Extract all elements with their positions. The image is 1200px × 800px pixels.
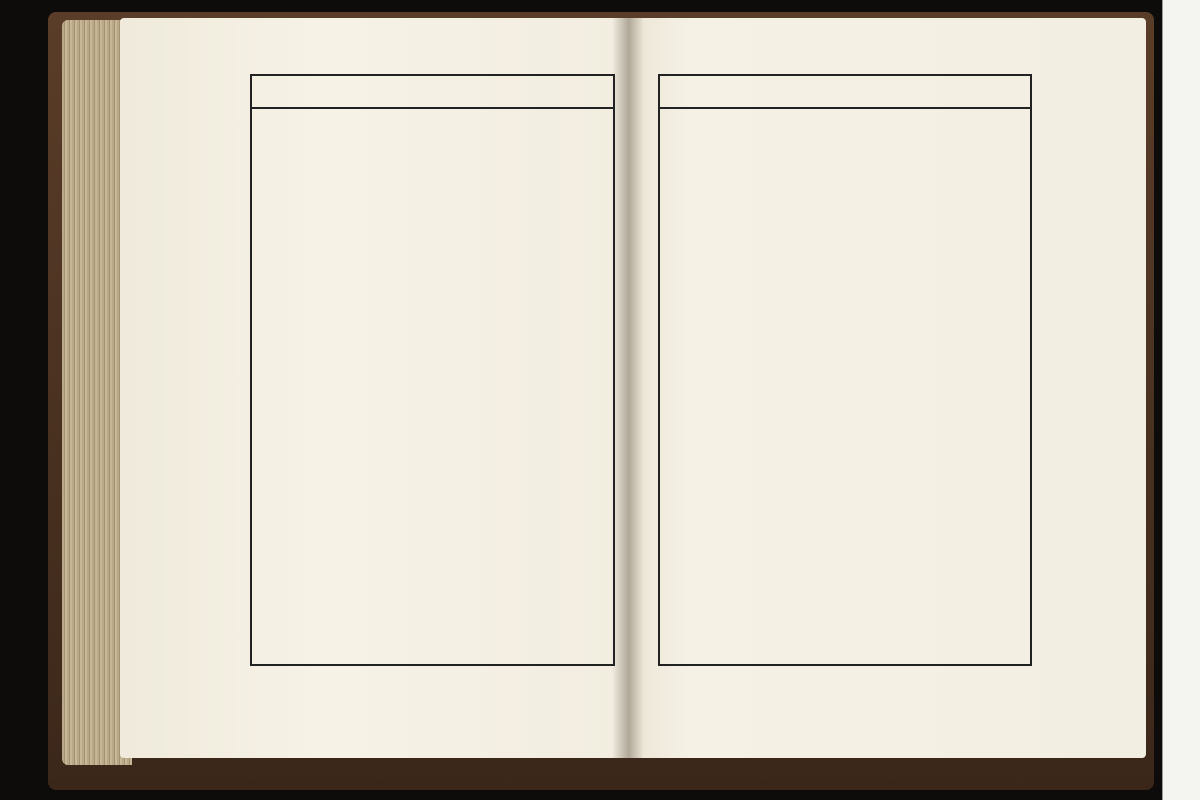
book-gutter [612,18,644,758]
left-running-head [252,76,613,109]
right-running-head [660,76,1030,109]
right-text-frame [658,74,1032,666]
right-page [628,18,1146,758]
measuring-ruler [1162,0,1200,800]
left-page [120,18,628,758]
left-text-frame [250,74,615,666]
